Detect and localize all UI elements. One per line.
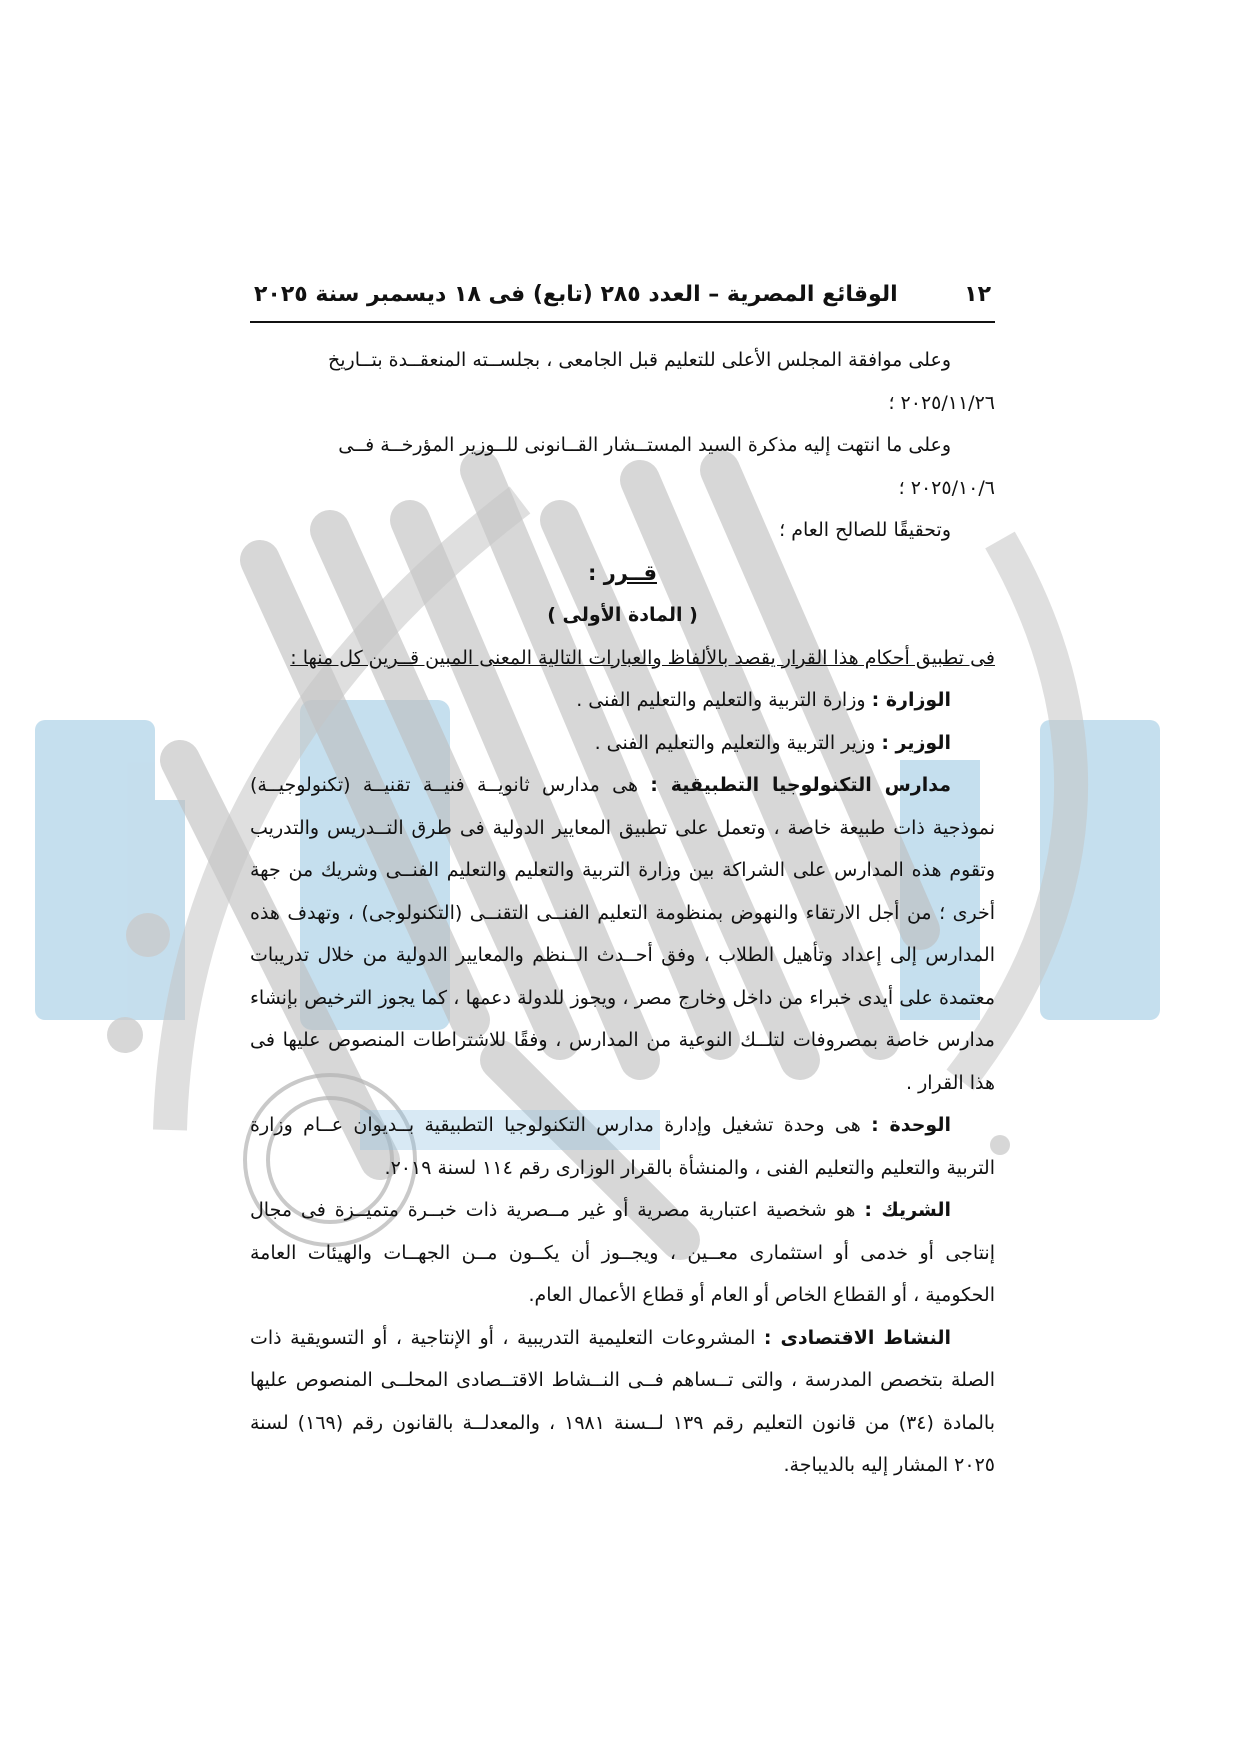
definition-term: الوحدة :: [871, 1114, 951, 1136]
preamble-continuation: ٢٠٢٥/١٠/٦ ؛: [898, 476, 995, 499]
definition-term: النشاط الاقتصادى :: [763, 1326, 951, 1349]
preamble-paragraph: وتحقيقًا للصالح العام ؛: [779, 519, 951, 541]
preamble-continuation: ٢٠٢٥/١١/٢٦ ؛: [888, 391, 995, 414]
decision-heading: [250, 552, 995, 595]
definition-paragraph: [250, 1189, 995, 1317]
definition-paragraph: [250, 679, 995, 722]
decision-word: قــرر: [603, 560, 657, 585]
document-content: [250, 282, 995, 1487]
preamble-paragraph: [250, 339, 995, 382]
definition-paragraph: [250, 1317, 995, 1487]
preamble-text: وعلى موافقة المجلس الأعلى للتعليم قبل الجامعى ، بجلســته المنعقــدة بتــاريخ: [327, 349, 951, 371]
definition-text: وزارة التربية والتعليم والتعليم الفنى .: [576, 689, 872, 711]
definition-text: هى وحدة تشغيل وإدارة مدارس التكنولوجيا التطبيقية بــديوان عــام وزارة التربية والتعليم والتعليم الفنى ، والمنشأة بالقرار الوزارى رقم ١١٤ لسنة ٢٠١٩.: [250, 1114, 995, 1179]
definition-term: الشريك :: [864, 1199, 951, 1221]
preamble-text: وعلى ما انتهت إليه مذكرة السيد المستــشار القــانونى للــوزير المؤرخــة فــى: [338, 434, 951, 456]
decision-colon: :: [588, 560, 604, 585]
preamble-paragraph: [250, 424, 995, 467]
definition-paragraph: [250, 764, 995, 1104]
definition-text: هو شخصية اعتبارية مصرية أو غير مــصرية ذات خبــرة متميــزة فى مجال إنتاجى أو خدمى أو استثمارى معــين ، ويجــوز أن يكــون مــن الجهــات والهيئات العامة الحكومية ، أو القطاع الخاص أو العام أو قطاع الأعمال العام.: [250, 1199, 995, 1306]
page-header: [250, 282, 995, 323]
definition-paragraph: [250, 1104, 995, 1189]
gazette-title: الوقائع المصرية – العدد ٢٨٥ (تابع) فى ١٨ ديسمبر سنة ٢٠٢٥: [254, 282, 898, 307]
document-body: [250, 339, 995, 1487]
article-title: ( المادة الأولى ): [547, 604, 698, 626]
definition-term: الوزير :: [881, 731, 951, 754]
article-intro: فى تطبيق أحكام هذا القرار يقصد بالألفاظ والعبارات التالية المعنى المبين قــرين كل منها :: [290, 646, 995, 669]
definition-term: الوزارة :: [871, 689, 951, 711]
definition-text: المشروعات التعليمية التدريبية ، أو الإنتاجية ، أو التسويقية ذات الصلة بتخصص المدرسة ، والتى تــساهم فــى النــشاط الاقتــصادى المحلــى المنصوص عليها بالمادة (٣٤) من قانون التعليم رقم ١٣٩ لــسنة ١٩٨١ ، والمعدلــة بالقانون رقم (١٦٩) لسنة ٢٠٢٥ المشار إليه بالديباجة.: [250, 1326, 996, 1476]
definition-text: وزير التربية والتعليم والتعليم الفنى .: [594, 731, 882, 754]
page-number: ١٢: [964, 282, 991, 307]
definition-term: مدارس التكنولوجيا التطبيقية :: [650, 774, 951, 796]
definition-paragraph: [250, 722, 995, 765]
definition-text: هى مدارس ثانويــة فنيــة تقنيــة (تكنولوجيــة) نموذجية ذات طبيعة خاصة ، وتعمل على تطبيق المعايير الدولية فى طرق التــدريس والتدريب وتقوم هذه المدارس على الشراكة بين وزارة التربية والتعليم والتعليم الفنــى وشريك من جهة أخرى ؛ من أجل الارتقاء والنهوض بمنظومة التعليم الفنــى التقنــى (التكنولوجى) ، وتهدف هذه المدارس إلى إعداد وتأهيل الطلاب ، وفق أحــدث الــنظم والمعايير الدولية من خلال تدريبات معتمدة على أيدى خبراء من داخل وخارج مصر ، ويجوز للدولة دعمها ، كما يجوز الترخيص بإنشاء مدارس خاصة بمصروفات لتلــك النوعية من المدارس ، وفقًا للاشتراطات المنصوص عليها فى هذا القرار .: [250, 774, 995, 1094]
